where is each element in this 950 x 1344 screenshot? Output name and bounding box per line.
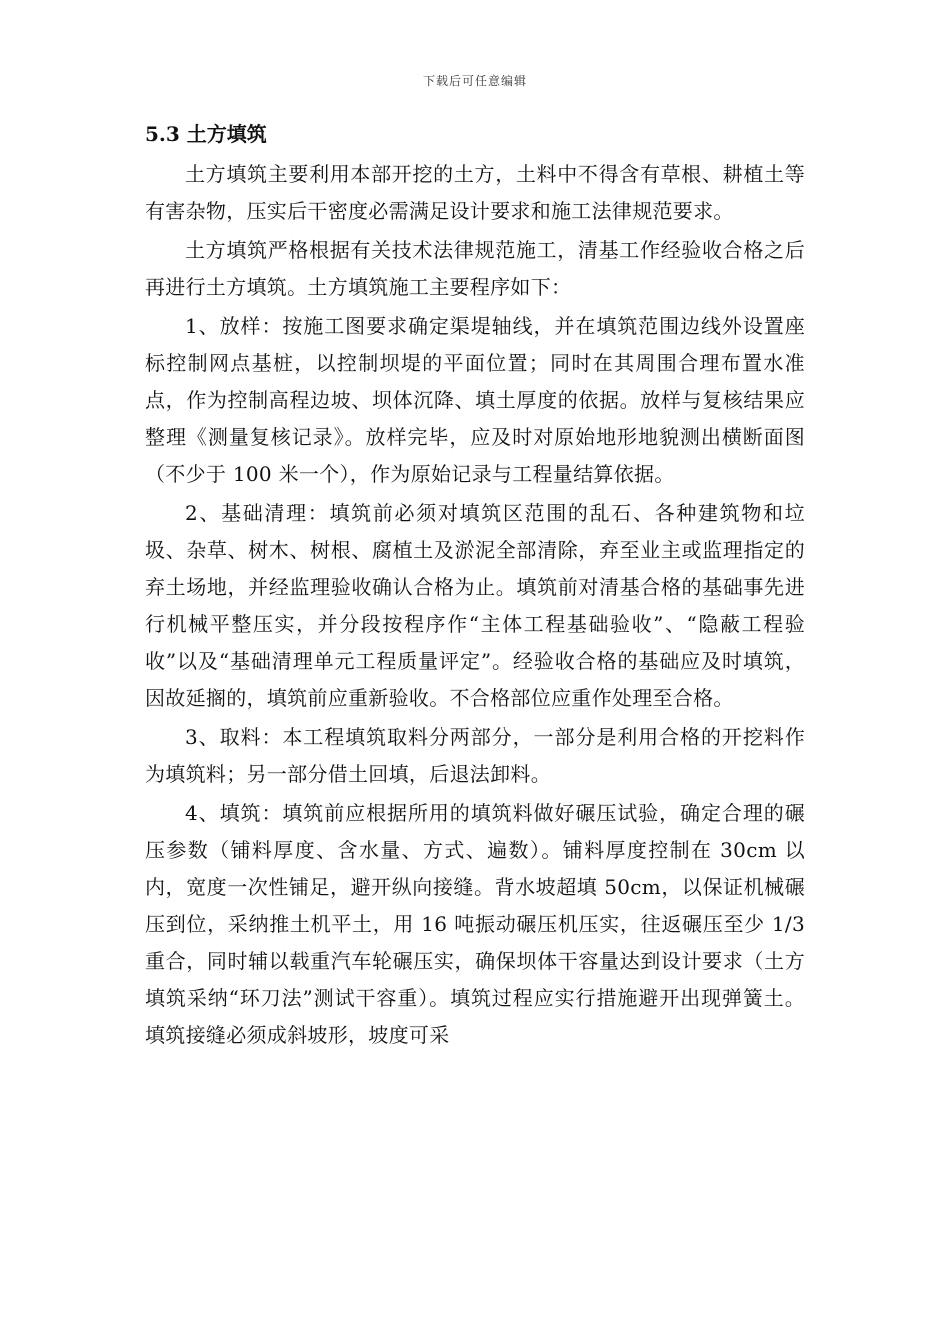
paragraph-step-layout: 1、放样：按施工图要求确定渠堤轴线，并在填筑范围边线外设置座标控制网点基桩，以控制坝堤的平面位置；同时在其周围合理布置水准点，作为控制高程边坡、坝体沉降、填土厚度的依据。放样与复核结果应整理《测量复核记录》。放样完毕，应及时对原始地形地貌测出横断面图（不少于 100 米一个），作为原始记录与工程量结算依据。 — [145, 314, 805, 486]
paragraph-procedure-intro: 土方填筑严格根据有关技术法律规范施工，清基工作经验收合格之后再进行土方填筑。土方填筑施工主要程序如下： — [145, 238, 805, 299]
paragraph-intro: 土方填筑主要利用本部开挖的土方，土料中不得含有草根、耕植土等有害杂物，压实后干密度必需满足设计要求和施工法律规范要求。 — [145, 162, 805, 223]
paragraph-step-foundation-cleanup: 2、基础清理：填筑前必须对填筑区范围的乱石、各种建筑物和垃圾、杂草、树木、树根、腐植土及淤泥全部清除，弃至业主或监理指定的弃土场地，并经监理验收确认合格为止。填筑前对清基合格的基础事先进行机械平整压实，并分段按程序作“主体工程基础验收”、“隐蔽工程验收”以及“基础清理单元工程质量评定”。经验收合格的基础应及时填筑，因故延搁的，填筑前应重新验收。不合格部位应重作处理至合格。 — [145, 501, 805, 710]
paragraph-step-material: 3、取料：本工程填筑取料分两部分，一部分是利用合格的开挖料作为填筑料；另一部分借土回填，后退法卸料。 — [145, 725, 805, 786]
page-header: 下载后可任意编辑 — [422, 74, 527, 88]
paragraph-step-filling: 4、填筑：填筑前应根据所用的填筑料做好碾压试验，确定合理的碾压参数（铺料厚度、含水量、方式、遍数）。铺料厚度控制在 30cm 以内，宽度一次性铺足，避开纵向接缝。背水坡超填 50cm，以保证机械碾压到位，采纳推土机平土，用 16 吨振动碾压机压实，往返碾压至少 1/3 重合，同时辅以载重汽车轮碾压实，确保坝体干容量达到设计要求（土方填筑采纳“环刀法”测试干容重）。填筑过程应实行措施避开出现弹簧土。填筑接缝必须成斜坡形，坡度可采 — [145, 801, 805, 1047]
section-title: 5.3 土方填筑 — [145, 122, 267, 146]
document-body — [145, 116, 805, 1054]
